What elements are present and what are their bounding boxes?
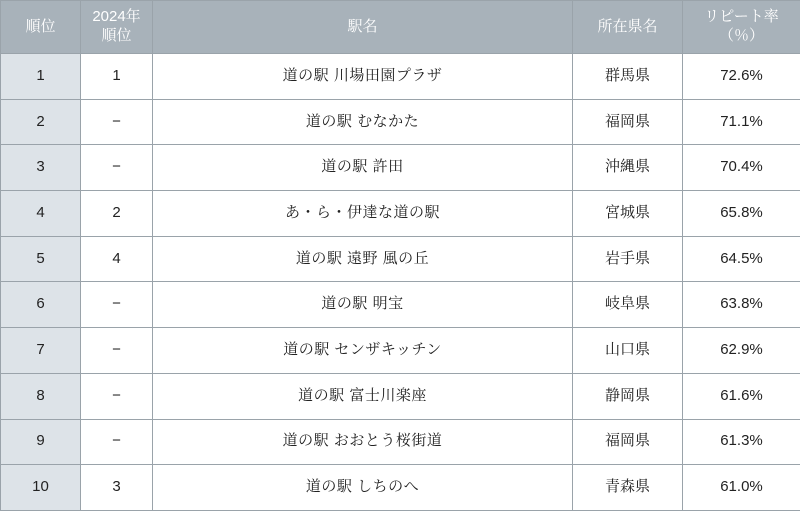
cell-previous-rank: 3 — [81, 465, 153, 511]
cell-prefecture: 静岡県 — [573, 373, 683, 419]
cell-rank: 4 — [1, 191, 81, 237]
table-row — [1, 145, 800, 191]
table-row — [1, 191, 800, 237]
cell-prefecture: 福岡県 — [573, 99, 683, 145]
cell-rank: 3 — [1, 145, 81, 191]
table-header-row — [1, 1, 800, 54]
cell-station-name: 道の駅 しちのへ — [153, 465, 573, 511]
cell-previous-rank: − — [81, 282, 153, 328]
cell-repeat-rate: 70.4% — [683, 145, 800, 191]
table-row — [1, 54, 800, 100]
cell-repeat-rate: 61.6% — [683, 373, 800, 419]
cell-station-name: あ・ら・伊達な道の駅 — [153, 191, 573, 237]
table-row — [1, 282, 800, 328]
cell-rank: 5 — [1, 236, 81, 282]
cell-prefecture: 群馬県 — [573, 54, 683, 100]
cell-previous-rank: 1 — [81, 54, 153, 100]
cell-rank: 8 — [1, 373, 81, 419]
cell-station-name: 道の駅 センザキッチン — [153, 328, 573, 374]
cell-rank: 1 — [1, 54, 81, 100]
table-row — [1, 328, 800, 374]
cell-station-name: 道の駅 おおとう桜街道 — [153, 419, 573, 465]
cell-prefecture: 沖縄県 — [573, 145, 683, 191]
cell-rank: 6 — [1, 282, 81, 328]
cell-station-name: 道の駅 明宝 — [153, 282, 573, 328]
cell-station-name: 道の駅 許田 — [153, 145, 573, 191]
table-header — [1, 1, 800, 54]
table-row — [1, 236, 800, 282]
cell-previous-rank: − — [81, 373, 153, 419]
column-header-previous-rank-line2: 順位 — [101, 27, 132, 44]
column-header-repeat-rate — [683, 1, 800, 54]
cell-prefecture: 青森県 — [573, 465, 683, 511]
cell-rank: 9 — [1, 419, 81, 465]
cell-repeat-rate: 61.0% — [683, 465, 800, 511]
cell-station-name: 道の駅 富士川楽座 — [153, 373, 573, 419]
table-row — [1, 99, 800, 145]
column-header-previous-rank-line1: 2024年 — [92, 8, 141, 26]
cell-station-name: 道の駅 川場田園プラザ — [153, 54, 573, 100]
table-row — [1, 373, 800, 419]
cell-previous-rank: − — [81, 419, 153, 465]
column-header-rank: 順位 — [1, 1, 81, 54]
cell-repeat-rate: 72.6% — [683, 54, 800, 100]
cell-prefecture: 山口県 — [573, 328, 683, 374]
cell-prefecture: 宮城県 — [573, 191, 683, 237]
table-row — [1, 419, 800, 465]
cell-prefecture: 岩手県 — [573, 236, 683, 282]
column-header-repeat-rate-line1: リピート率 — [704, 8, 779, 26]
cell-prefecture: 福岡県 — [573, 419, 683, 465]
cell-rank: 10 — [1, 465, 81, 511]
cell-repeat-rate: 64.5% — [683, 236, 800, 282]
cell-repeat-rate: 65.8% — [683, 191, 800, 237]
cell-station-name: 道の駅 むなかた — [153, 99, 573, 145]
cell-repeat-rate: 61.3% — [683, 419, 800, 465]
cell-previous-rank: 4 — [81, 236, 153, 282]
cell-previous-rank: 2 — [81, 191, 153, 237]
column-header-station-name: 駅名 — [153, 1, 573, 54]
table-body — [1, 54, 800, 511]
column-header-repeat-rate-line2: （％） — [718, 27, 764, 44]
column-header-previous-rank — [81, 1, 153, 54]
cell-prefecture: 岐阜県 — [573, 282, 683, 328]
cell-repeat-rate: 71.1% — [683, 99, 800, 145]
cell-previous-rank: − — [81, 328, 153, 374]
table-row — [1, 465, 800, 511]
cell-rank: 2 — [1, 99, 81, 145]
cell-rank: 7 — [1, 328, 81, 374]
cell-previous-rank: − — [81, 145, 153, 191]
cell-repeat-rate: 62.9% — [683, 328, 800, 374]
cell-previous-rank: − — [81, 99, 153, 145]
cell-station-name: 道の駅 遠野 風の丘 — [153, 236, 573, 282]
cell-repeat-rate: 63.8% — [683, 282, 800, 328]
column-header-prefecture: 所在県名 — [573, 1, 683, 54]
